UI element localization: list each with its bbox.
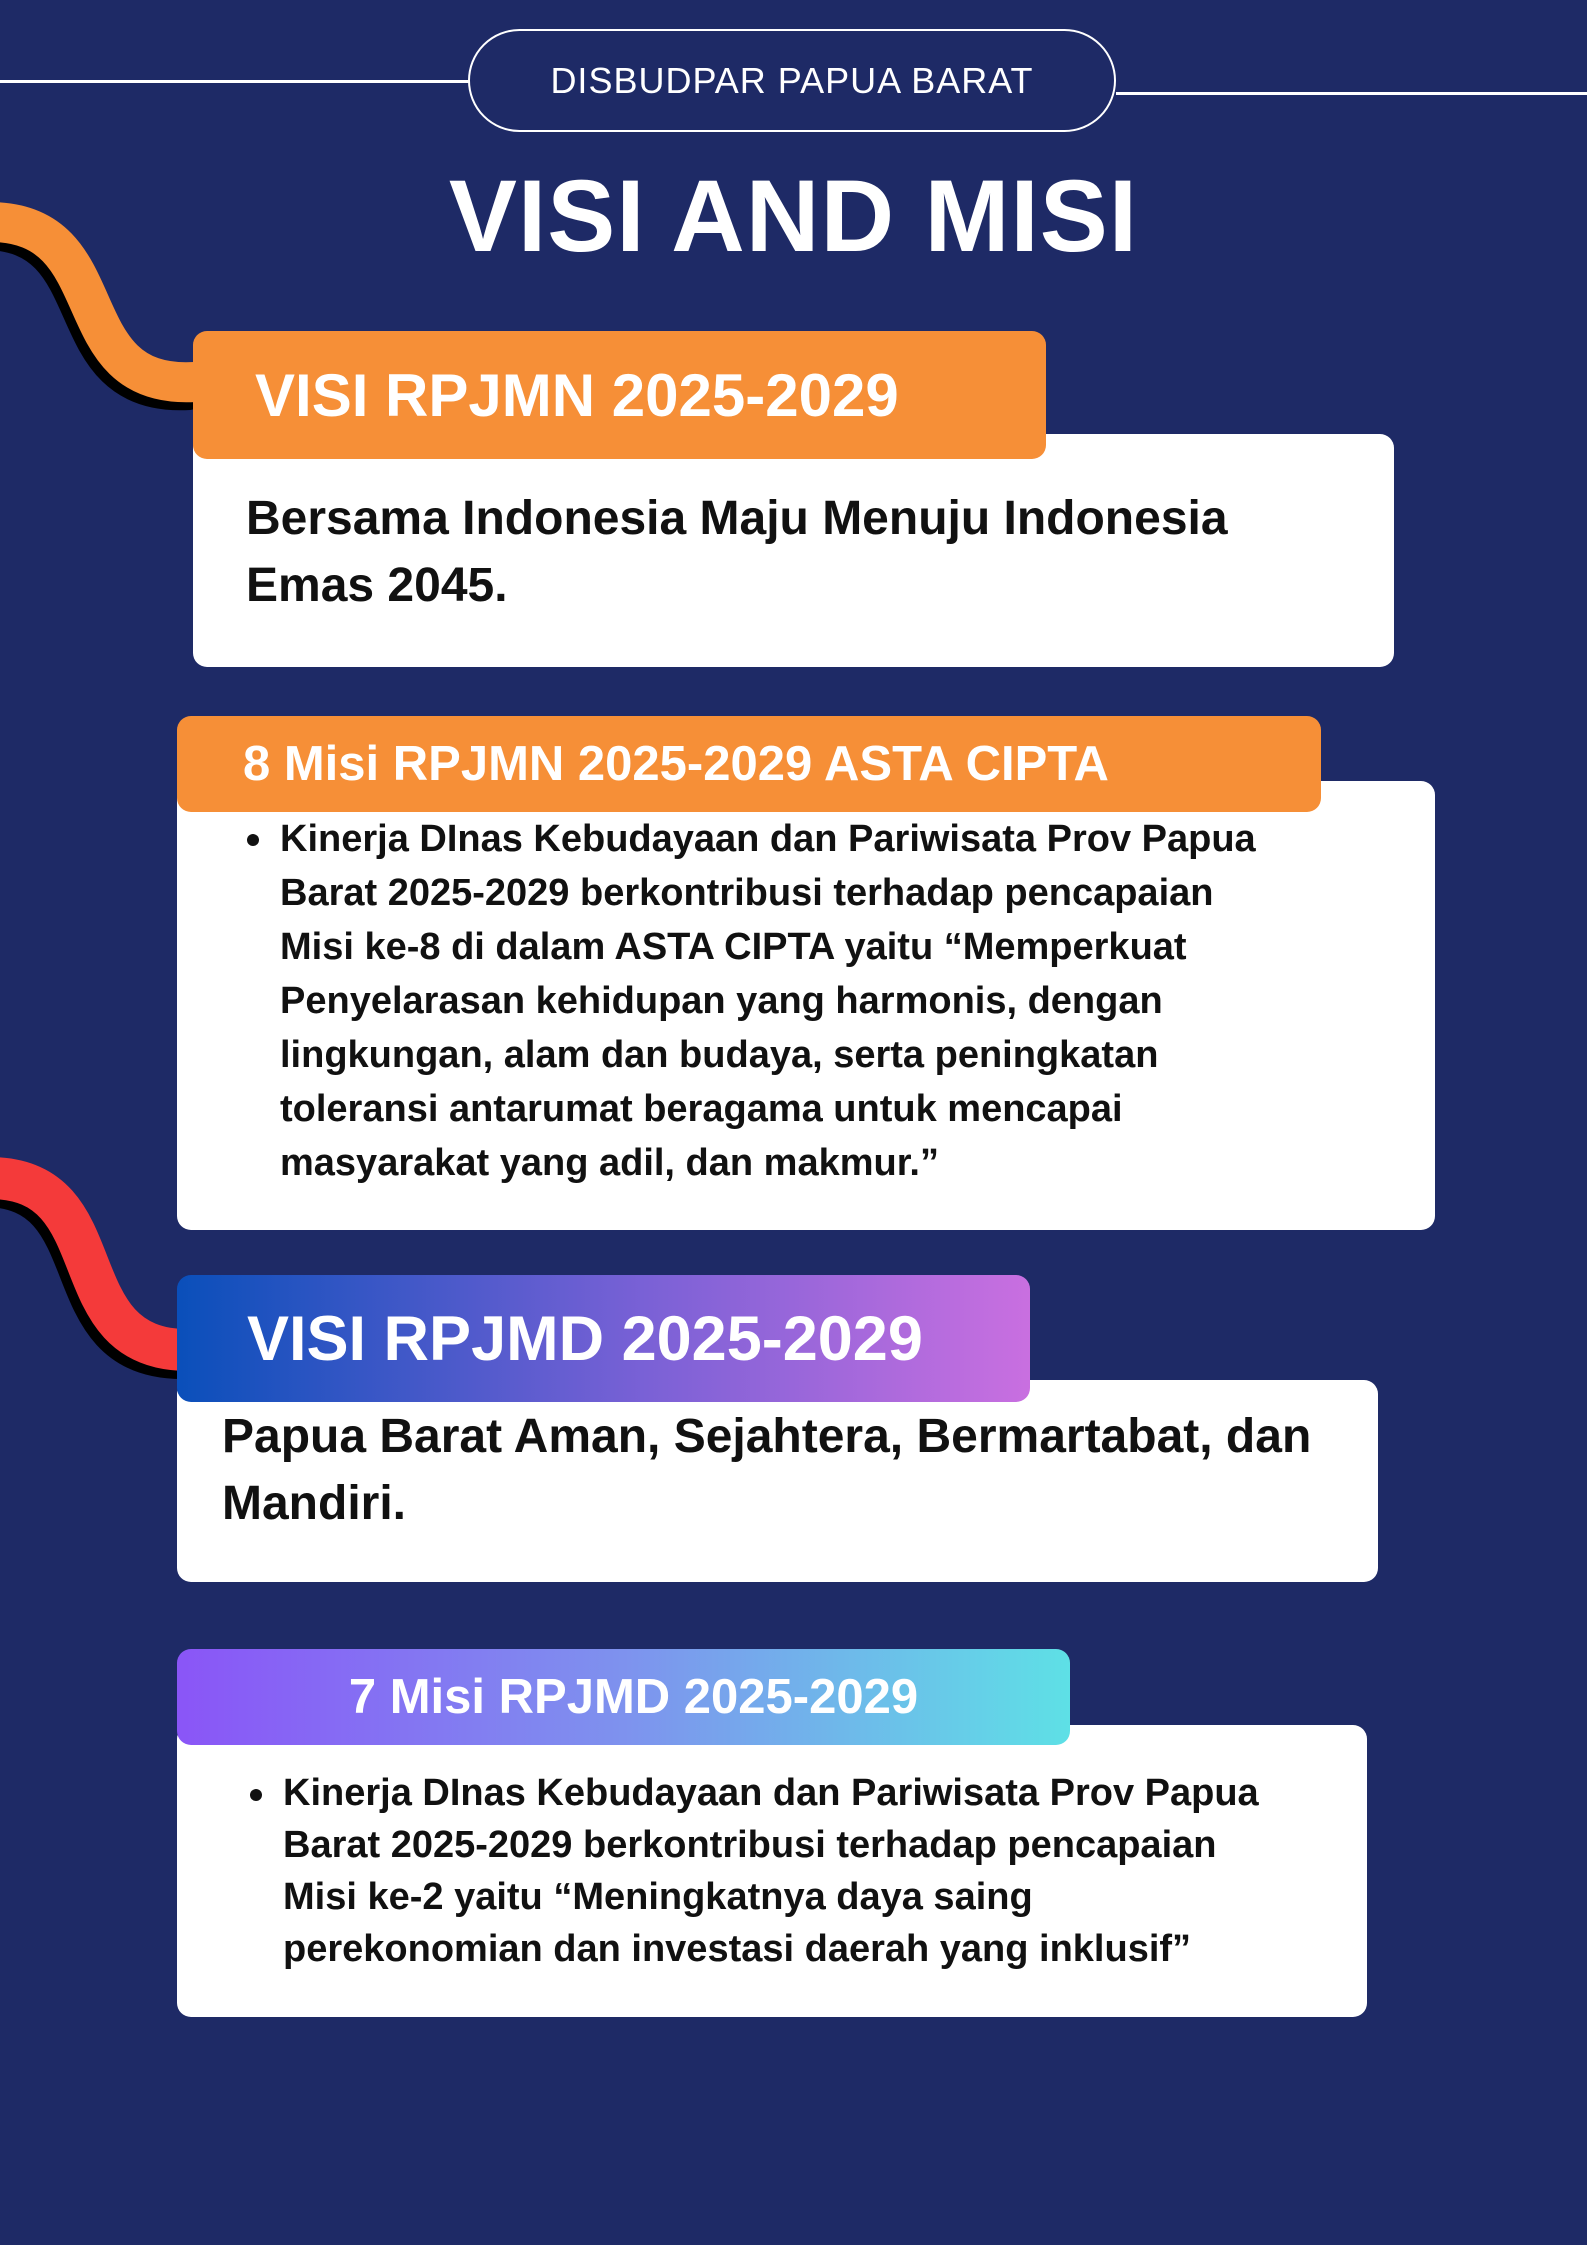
- visi-rpjmd-heading: [177, 1275, 1030, 1402]
- misi-rpjmd-card: [177, 1725, 1367, 2017]
- page-title: VISI AND MISI: [448, 159, 1139, 273]
- misi-rpjmn-card: [177, 781, 1435, 1230]
- misi-rpjmn-list: [177, 812, 1530, 1190]
- list-item: Kinerja DInas Kebudayaan dan Pariwisata Prov Papua Barat 2025-2029 berkontribusi terhadap pencapaian Misi ke-8 di dalam ASTA CIPTA yaitu “Memperkuat Penyelarasan kehidupan yang harmonis, dengan lingkungan, alam dan budaya, serta peningkatan toleransi antarumat beragama untuk mencapai masyarakat yang adil, dan makmur.”: [280, 812, 1530, 1190]
- visi-rpjmd-text: Papua Barat Aman, Sejahtera, Bermartabat, dan Mandiri.: [222, 1410, 1312, 1530]
- visi-rpjmn-heading-text: VISI RPJMN 2025-2029: [255, 361, 899, 429]
- visi-rpjmn-text: Bersama Indonesia Maju Menuju Indonesia Emas 2045.: [246, 492, 1228, 612]
- misi-rpjmn-heading: [177, 716, 1321, 812]
- misi-rpjmn-heading-text: 8 Misi RPJMN 2025-2029 ASTA CIPTA: [243, 737, 1109, 791]
- header-line-right: [1116, 92, 1587, 95]
- misi-rpjmd-heading-text: 7 Misi RPJMD 2025-2029: [348, 1670, 919, 1724]
- visi-rpjmd-card: [177, 1380, 1378, 1582]
- header-line-left: [0, 80, 470, 83]
- visi-rpjmd-heading-text: VISI RPJMD 2025-2029: [247, 1303, 923, 1374]
- agency-badge: DISBUDPAR PAPUA BARAT: [468, 29, 1116, 132]
- misi-rpjmd-heading: [177, 1649, 1070, 1745]
- misi-rpjmd-list: [180, 1767, 1463, 1975]
- visi-rpjmn-card: [193, 434, 1394, 667]
- visi-rpjmn-heading: [193, 331, 1046, 459]
- list-item: Kinerja DInas Kebudayaan dan Pariwisata Prov Papua Barat 2025-2029 berkontribusi terhadap pencapaian Misi ke-2 yaitu “Meningkatnya daya saing perekonomian dan investasi daerah yang inklusif”: [283, 1767, 1463, 1975]
